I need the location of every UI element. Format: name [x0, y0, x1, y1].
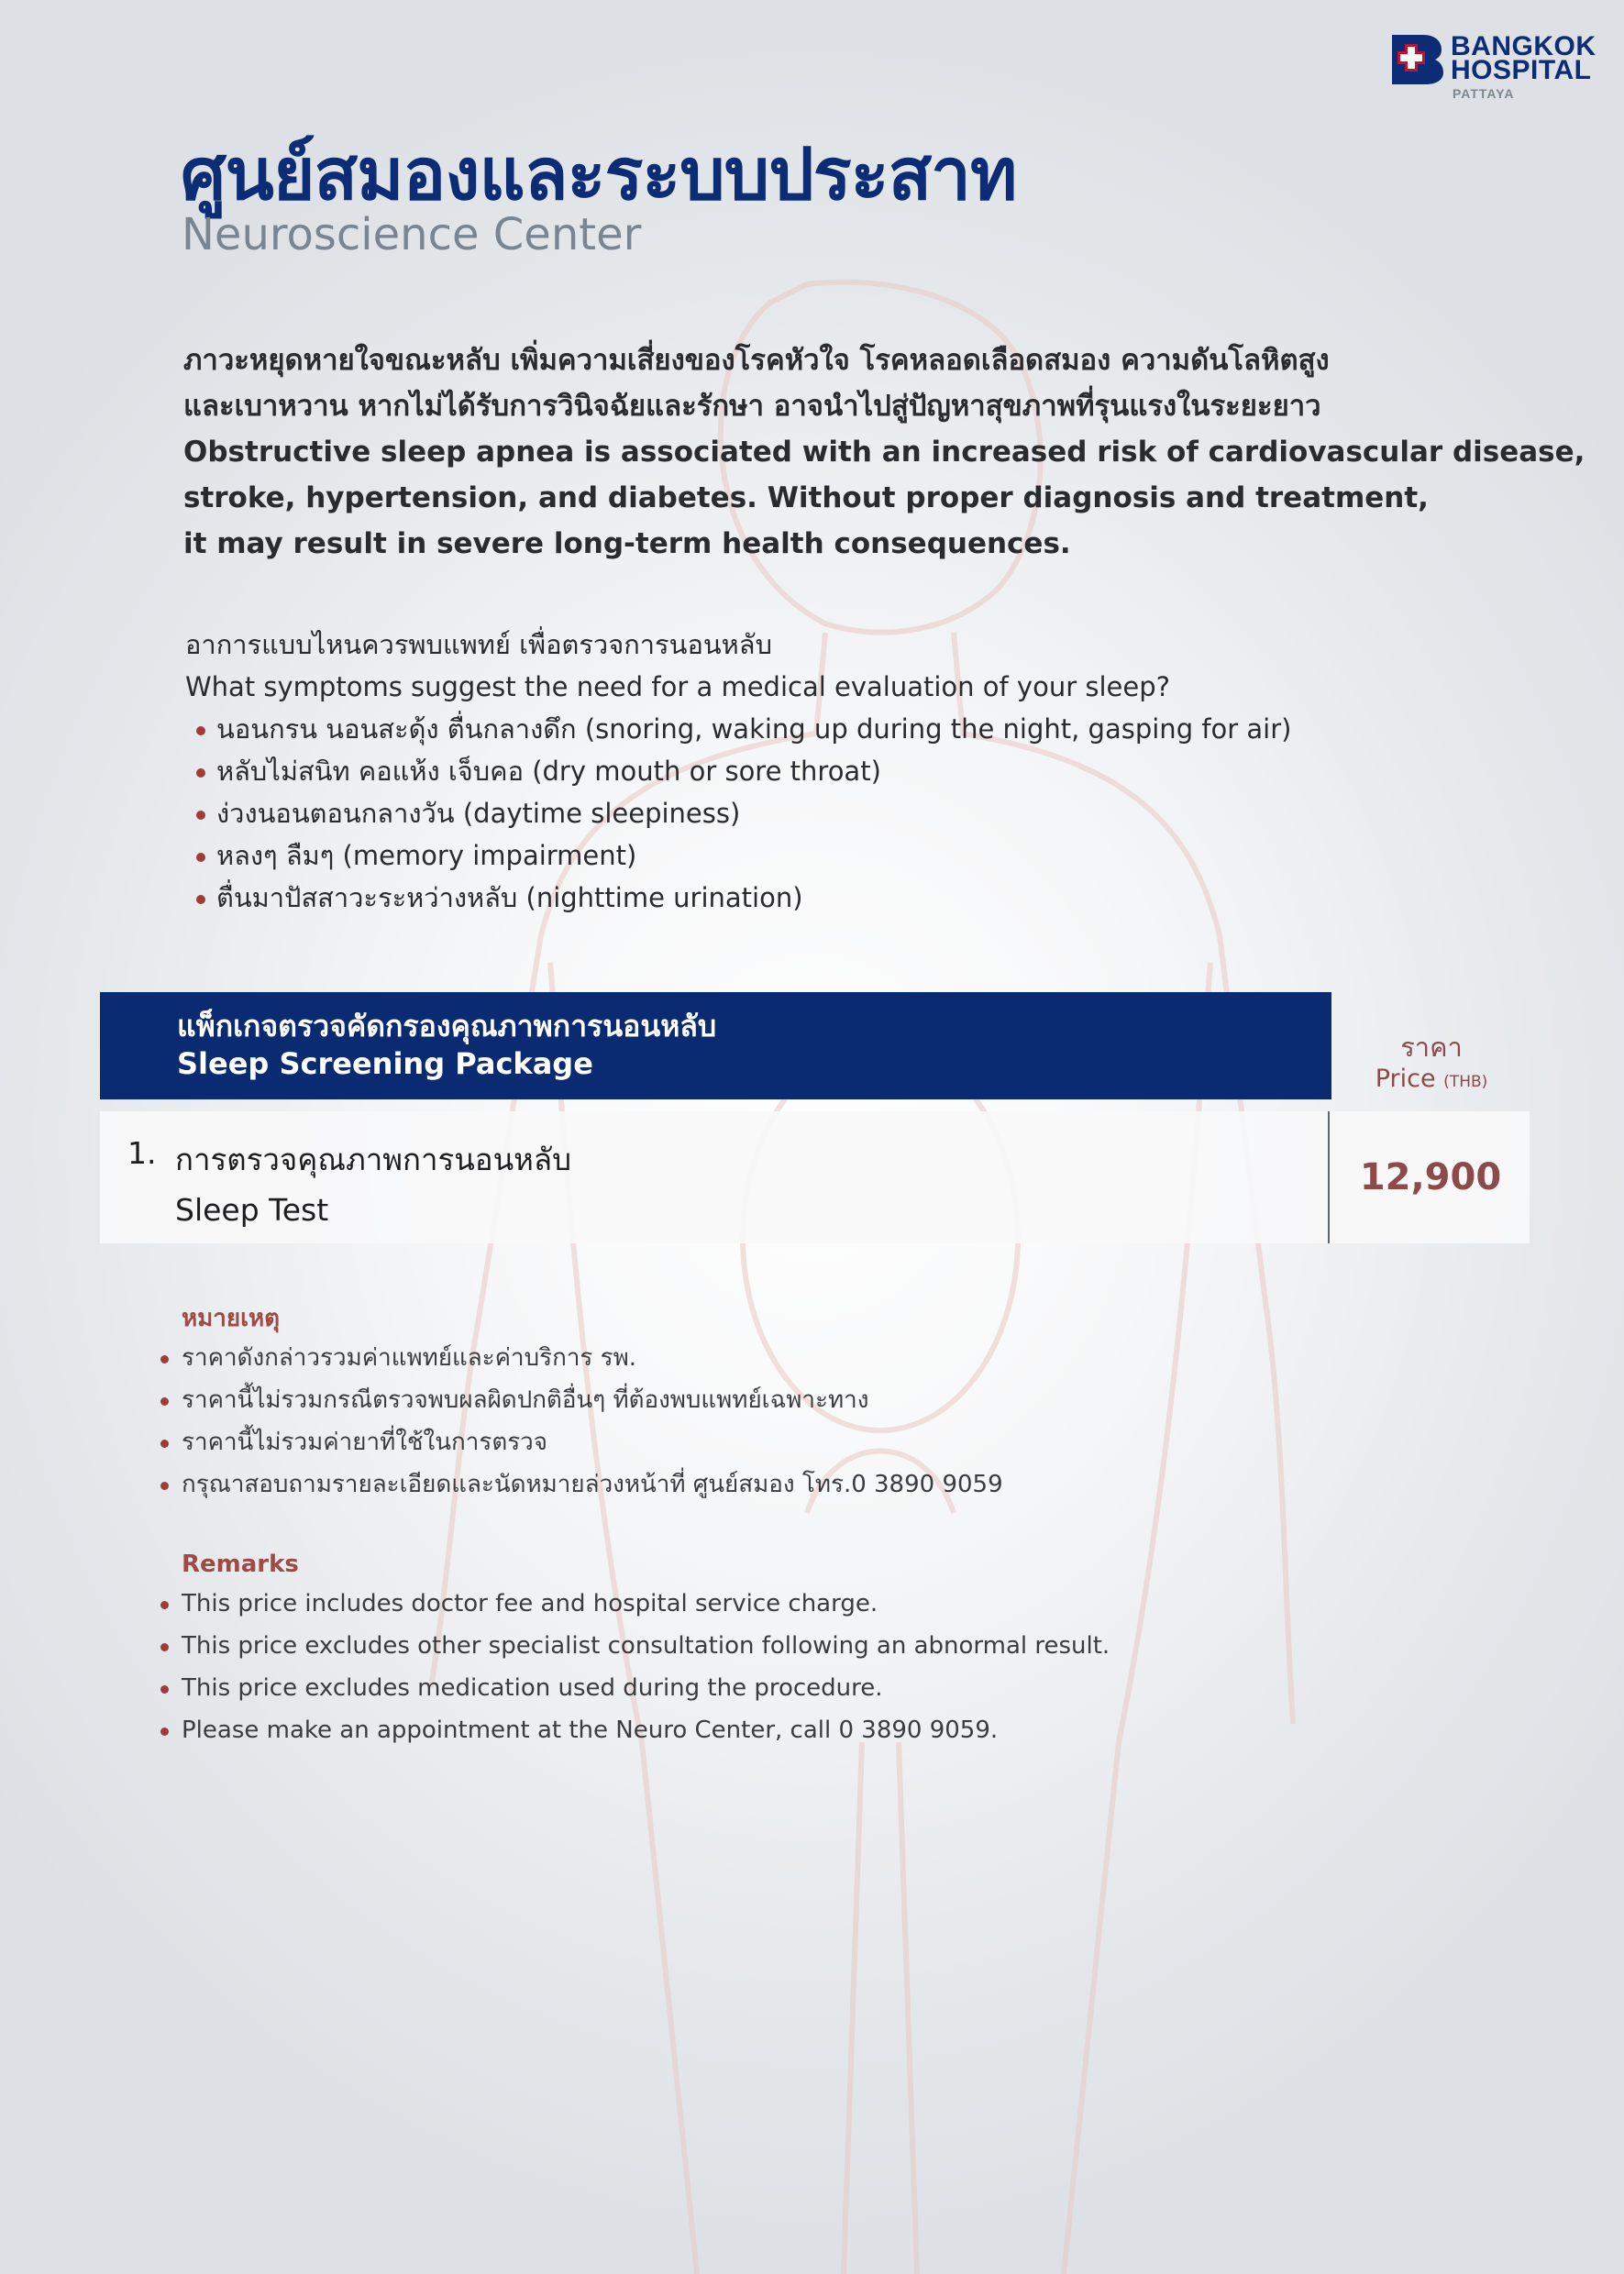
symptoms-section [185, 624, 1469, 919]
hospital-cross-logo-icon [1392, 33, 1443, 84]
price-unit: (THB) [1443, 1073, 1488, 1091]
symptom-item: นอนกรน นอนสะดุ้ง ตื่นกลางดึก (snoring, waking up during the night, gasping for air) [185, 708, 1469, 750]
package-title-thai: แพ็กเกจตรวจคัดกรองคุณภาพการนอนหลับ [177, 1009, 717, 1043]
symptom-item: หลงๆ ลืมๆ (memory impairment) [185, 834, 1469, 877]
page-title-thai: ศูนย์สมองและระบบประสาท [181, 134, 1017, 216]
logo-text-pattaya: PATTAYA [1453, 86, 1515, 101]
intro-thai-line: ภาวะหยุดหายใจขณะหลับ เพิ่มความเสี่ยงของโรคหัวใจ โรคหลอดเลือดสมอง ความดันโลหิตสูง [183, 344, 1330, 377]
page-title-english: Neuroscience Center [182, 209, 642, 260]
symptom-item: ตื่นมาปัสสาวะระหว่างหลับ (nighttime urination) [185, 877, 1469, 919]
package-item-row [100, 1111, 1530, 1243]
remark-item: Please make an appointment at the Neuro Center, call 0 3890 9059. [156, 1709, 1348, 1751]
price-label-english [1331, 1064, 1531, 1098]
symptoms-question-thai: อาการแบบไหนควรพบแพทย์ เพื่อตรวจการนอนหลับ [185, 629, 772, 660]
note-item: ราคานี้ไม่รวมค่ายาที่ใช้ในการตรวจ [156, 1421, 1348, 1463]
price-column-label [1331, 1031, 1531, 1098]
logo-text-bangkok: BANGKOK [1451, 31, 1596, 61]
remark-item: This price includes doctor fee and hospital service charge. [156, 1583, 1348, 1625]
package-header-bar [100, 992, 1331, 1099]
symptoms-question-english: What symptoms suggest the need for a medical evaluation of your sleep? [185, 671, 1171, 702]
column-divider [1328, 1111, 1330, 1243]
item-number: 1. [127, 1135, 157, 1171]
intro-paragraph [183, 337, 1585, 567]
note-item: กรุณาสอบถามรายละเอียดและนัดหมายล่วงหน้าที่ ศูนย์สมอง โทร.0 3890 9059 [156, 1463, 1348, 1506]
notes-thai-section [156, 1300, 1348, 1506]
symptoms-list [185, 708, 1469, 919]
item-name-english: Sleep Test [175, 1192, 329, 1228]
remark-item: This price excludes other specialist consultation following an abnormal result. [156, 1625, 1348, 1667]
intro-thai-line: และเบาหวาน หากไม่ได้รับการวินิจฉัยและรักษา อาจนำไปสู่ปัญหาสุขภาพที่รุนแรงในระยะยาว [183, 390, 1321, 423]
note-item: ราคานี้ไม่รวมกรณีตรวจพบผลผิดปกติอื่นๆ ที่ต้องพบแพทย์เฉพาะทาง [156, 1379, 1348, 1421]
notes-thai-list [156, 1337, 1348, 1506]
notes-thai-heading: หมายเหตุ [182, 1305, 281, 1332]
remarks-heading: Remarks [182, 1551, 299, 1578]
symptom-item: หลับไม่สนิท คอแห้ง เจ็บคอ (dry mouth or sore throat) [185, 750, 1469, 792]
item-name-thai: การตรวจคุณภาพการนอนหลับ [175, 1142, 572, 1177]
intro-english-line: stroke, hypertension, and diabetes. Without proper diagnosis and treatment, [183, 481, 1429, 514]
item-price: 12,900 [1359, 1156, 1502, 1198]
note-item: ราคาดังกล่าวรวมค่าแพทย์และค่าบริการ รพ. [156, 1337, 1348, 1379]
bangkok-hospital-logo [1392, 31, 1599, 101]
remarks-english-section [156, 1546, 1348, 1751]
logo-text-hospital: HOSPITAL [1451, 55, 1592, 85]
intro-english-line: Obstructive sleep apnea is associated with an increased risk of cardiovascular disease, [183, 436, 1585, 469]
price-label-text: Price [1375, 1065, 1436, 1093]
remarks-list [156, 1583, 1348, 1751]
intro-english-line: it may result in severe long-term health consequences. [183, 527, 1071, 560]
symptom-item: ง่วงนอนตอนกลางวัน (daytime sleepiness) [185, 792, 1469, 834]
package-title-english: Sleep Screening Package [177, 1046, 593, 1081]
price-label-thai: ราคา [1400, 1032, 1463, 1063]
remark-item: This price excludes medication used during the procedure. [156, 1667, 1348, 1709]
